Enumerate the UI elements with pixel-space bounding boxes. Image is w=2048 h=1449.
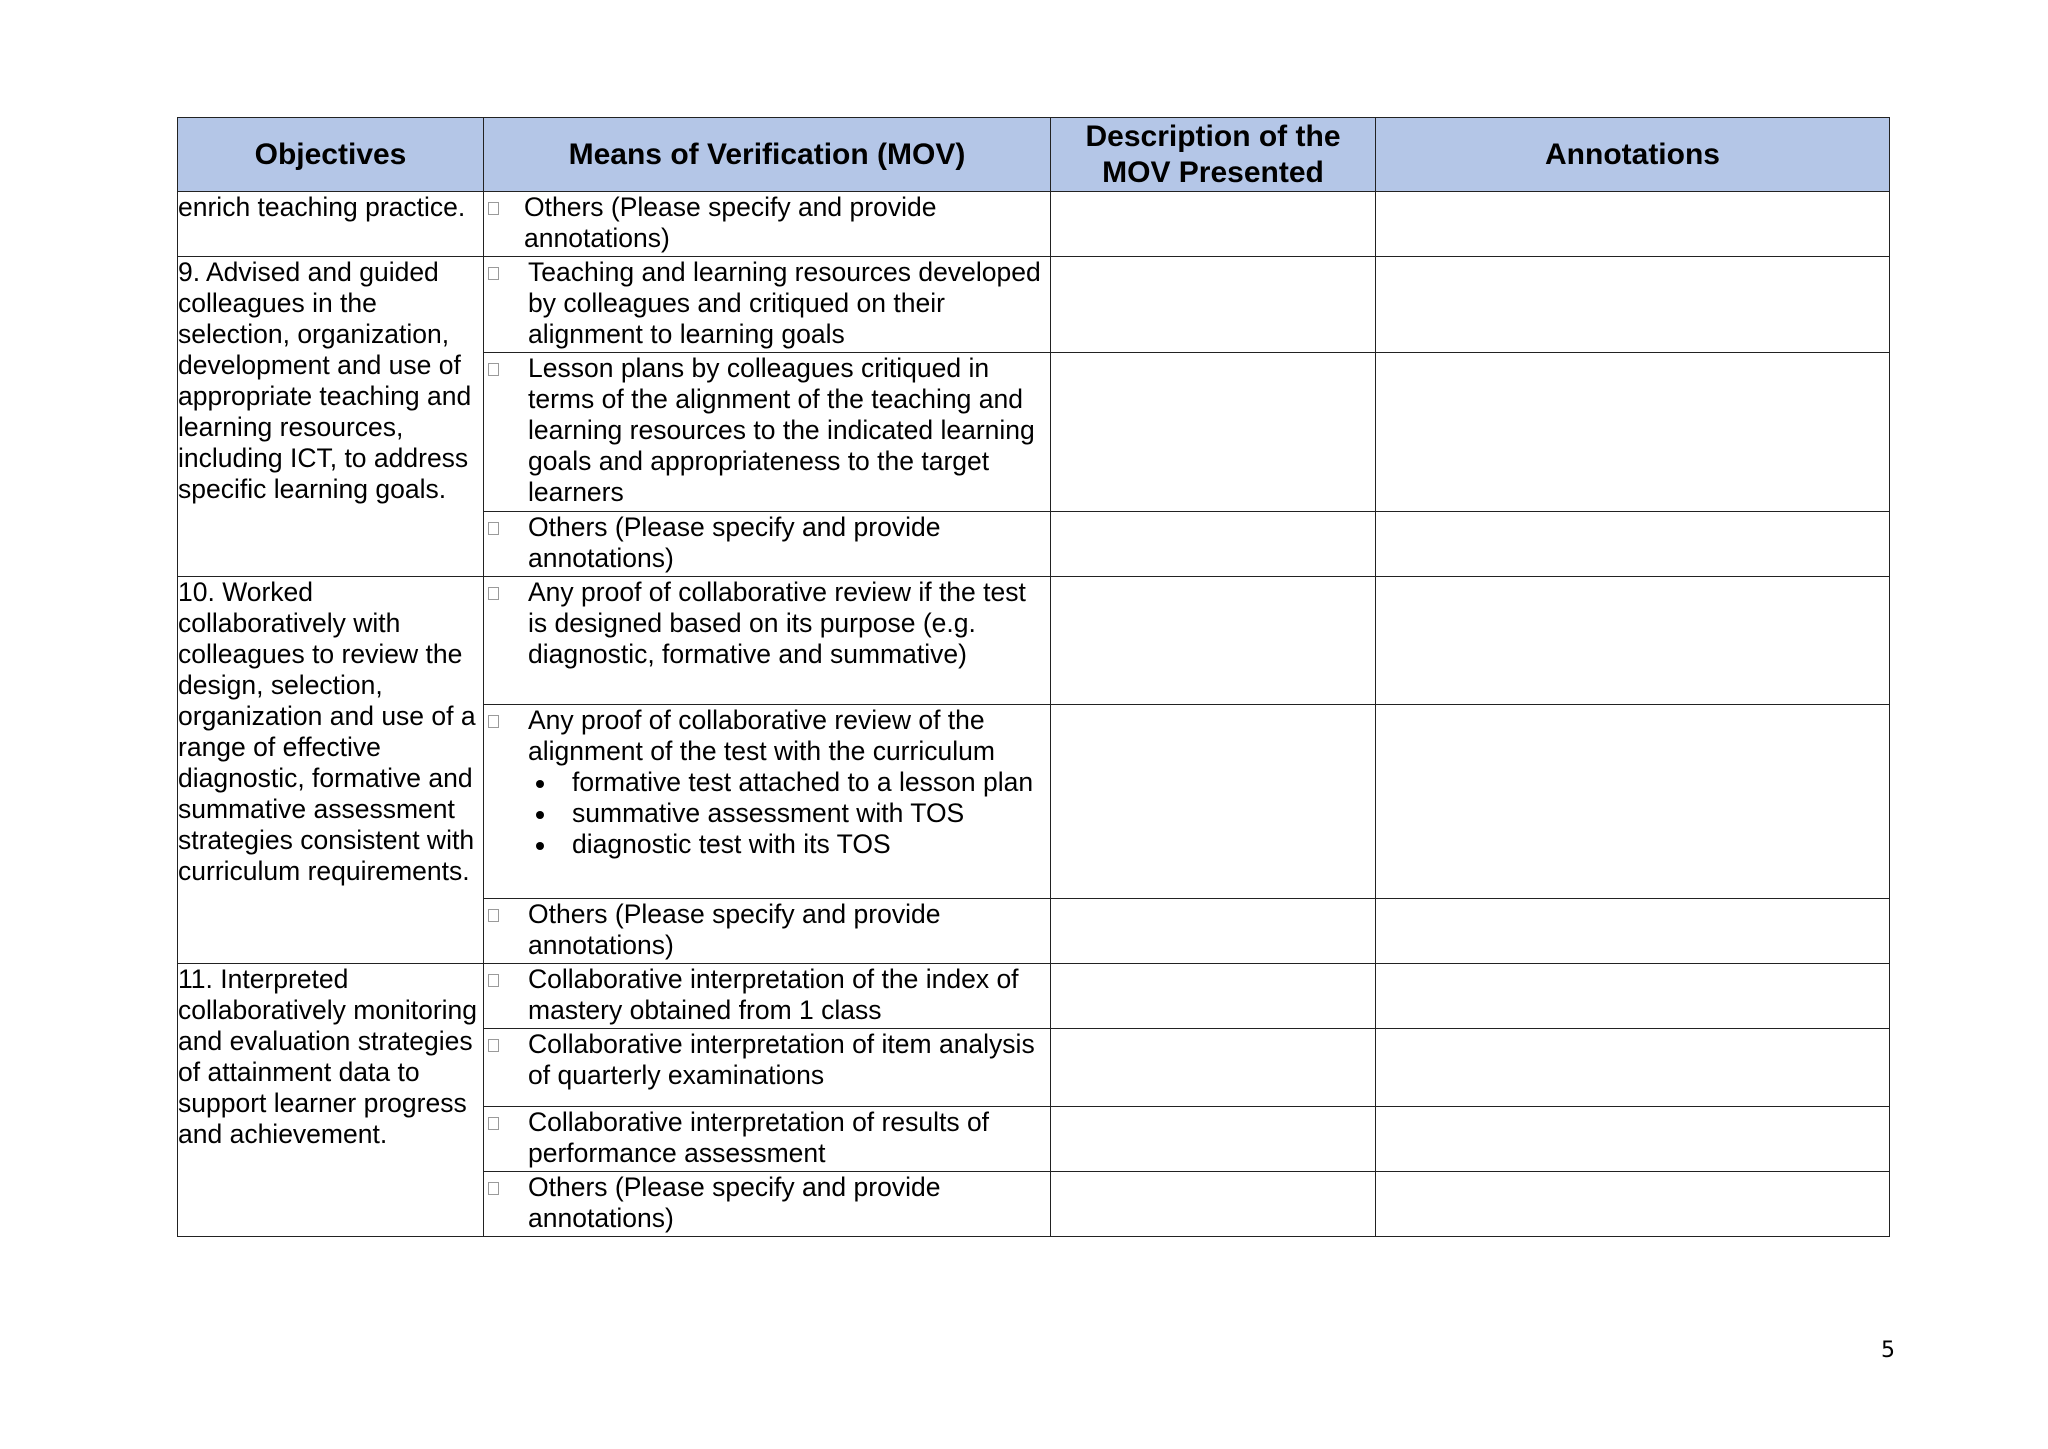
mov-item: [484, 192, 1050, 254]
mov-cell: [484, 192, 1051, 257]
mov-item: [484, 705, 1050, 767]
annotation-cell[interactable]: [1376, 353, 1890, 512]
mov-item: [484, 964, 1050, 1026]
checkbox-icon[interactable]: [488, 202, 499, 215]
bullet-item: summative assessment with TOS: [528, 798, 1050, 829]
checkbox-icon[interactable]: [488, 974, 499, 987]
table-row: [178, 577, 1890, 705]
mov-item: [484, 577, 1050, 670]
mov-item-text: Others (Please specify and provide annotations): [528, 1172, 941, 1233]
checkbox-icon[interactable]: [488, 909, 499, 922]
header-description: Description of the MOV Presented: [1051, 118, 1376, 192]
table-row: [178, 964, 1890, 1029]
page-number: 5: [1881, 1338, 1895, 1363]
annotation-cell[interactable]: [1376, 964, 1890, 1029]
header-row: [178, 118, 1890, 192]
checkbox-icon[interactable]: [488, 715, 499, 728]
objective-cell: 11. Interpreted collaboratively monitoring and evaluation strategies of attainment data to support learner progress and achievement.: [178, 964, 484, 1237]
description-cell[interactable]: [1051, 512, 1376, 577]
description-cell[interactable]: [1051, 192, 1376, 257]
table-row: [178, 257, 1890, 353]
mov-cell: [484, 577, 1051, 705]
description-cell[interactable]: [1051, 1029, 1376, 1107]
mov-item-text: Collaborative interpretation of results of performance assessment: [528, 1107, 990, 1168]
mov-item: [484, 899, 1050, 961]
mov-item-text: Lesson plans by colleagues critiqued in terms of the alignment of the teaching and learning resources to the indicated learning goals and appropriateness to the target learners: [528, 353, 1035, 507]
description-cell[interactable]: [1051, 899, 1376, 964]
mov-cell: [484, 512, 1051, 577]
mov-item: [484, 1172, 1050, 1234]
objective-cell: enrich teaching practice.: [178, 192, 484, 257]
checkbox-icon[interactable]: [488, 1117, 499, 1130]
annotation-cell[interactable]: [1376, 192, 1890, 257]
objective-cell: 9. Advised and guided colleagues in the selection, organization, development and use of appropriate teaching and learning resources, including ICT, to address specific learning goals.: [178, 257, 484, 577]
mov-cell: [484, 257, 1051, 353]
objective-cell: 10. Worked collaboratively with colleagues to review the design, selection, organization and use of a range of effective diagnostic, formative and summative assessment strategies consistent with curriculum requirements.: [178, 577, 484, 964]
table-row: [178, 192, 1890, 257]
annotation-cell[interactable]: [1376, 1029, 1890, 1107]
bullet-item: diagnostic test with its TOS: [528, 829, 1050, 860]
annotation-cell[interactable]: [1376, 1172, 1890, 1237]
bullet-list: [484, 767, 1050, 860]
mov-item-text: Collaborative interpretation of item analysis of quarterly examinations: [528, 1029, 1035, 1090]
mov-item-text: Any proof of collaborative review if the test is designed based on its purpose (e.g. diagnostic, formative and summative): [528, 577, 1026, 669]
mov-item: [484, 353, 1050, 508]
annotation-cell[interactable]: [1376, 705, 1890, 899]
checkbox-icon[interactable]: [488, 1039, 499, 1052]
header-mov: Means of Verification (MOV): [484, 118, 1051, 192]
mov-cell: [484, 1029, 1051, 1107]
mov-item: [484, 257, 1050, 350]
annotation-cell[interactable]: [1376, 1107, 1890, 1172]
mov-cell: [484, 1172, 1051, 1237]
mov-item-text: Collaborative interpretation of the index of mastery obtained from 1 class: [528, 964, 1019, 1025]
mov-item: [484, 1029, 1050, 1091]
description-cell[interactable]: [1051, 577, 1376, 705]
mov-item-text: Teaching and learning resources developed by colleagues and critiqued on their alignment to learning goals: [528, 257, 1041, 349]
description-cell[interactable]: [1051, 705, 1376, 899]
mov-cell: [484, 964, 1051, 1029]
header-objectives: Objectives: [178, 118, 484, 192]
checkbox-icon[interactable]: [488, 267, 499, 280]
mov-item-text: Others (Please specify and provide annotations): [528, 899, 941, 960]
checkbox-icon[interactable]: [488, 587, 499, 600]
mov-table: [177, 117, 1890, 1237]
annotation-cell[interactable]: [1376, 899, 1890, 964]
description-cell[interactable]: [1051, 964, 1376, 1029]
description-cell[interactable]: [1051, 1172, 1376, 1237]
bullet-item: formative test attached to a lesson plan: [528, 767, 1050, 798]
header-annotations: Annotations: [1376, 118, 1890, 192]
mov-item-text: Any proof of collaborative review of the alignment of the test with the curriculum: [528, 705, 995, 766]
mov-cell: [484, 353, 1051, 512]
mov-item: [484, 512, 1050, 574]
checkbox-icon[interactable]: [488, 522, 499, 535]
annotation-cell[interactable]: [1376, 577, 1890, 705]
checkbox-icon[interactable]: [488, 363, 499, 376]
mov-item-text: Others (Please specify and provide annotations): [528, 512, 941, 573]
mov-cell: [484, 1107, 1051, 1172]
checkbox-icon[interactable]: [488, 1182, 499, 1195]
description-cell[interactable]: [1051, 353, 1376, 512]
description-cell[interactable]: [1051, 1107, 1376, 1172]
mov-cell: [484, 705, 1051, 899]
mov-item-text: Others (Please specify and provide annotations): [524, 192, 937, 253]
mov-cell: [484, 899, 1051, 964]
annotation-cell[interactable]: [1376, 512, 1890, 577]
description-cell[interactable]: [1051, 257, 1376, 353]
mov-item: [484, 1107, 1050, 1169]
annotation-cell[interactable]: [1376, 257, 1890, 353]
